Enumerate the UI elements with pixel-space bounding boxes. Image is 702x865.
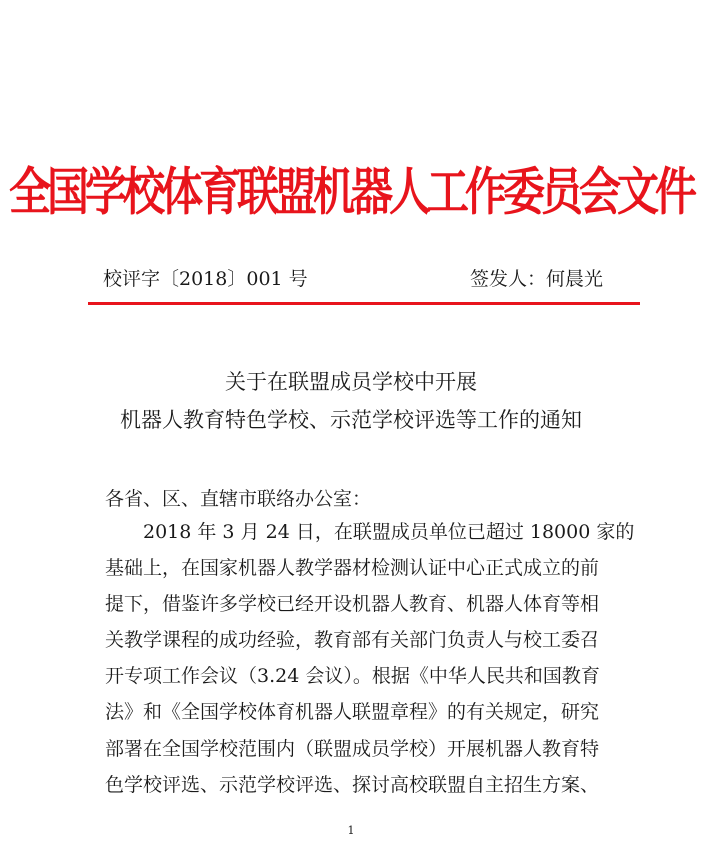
- body-paragraph: [105, 514, 635, 803]
- salutation: 各省、区、直辖市联络办公室：: [105, 488, 372, 510]
- body-line: 部署在全国学校范围内（联盟成员学校）开展机器人教育特: [105, 737, 600, 760]
- body-line: 法》和《全国学校体育机器人联盟章程》的有关规定，研究: [105, 701, 600, 724]
- document-number: 校评字〔2018〕001 号: [103, 268, 308, 290]
- body-line: 2018 年 3 月 24 日，在联盟成员单位已超过 18000 家的: [143, 521, 635, 543]
- body-line: 关教学课程的成功经验，教育部有关部门负责人与校工委召: [105, 629, 600, 652]
- red-divider-line: [88, 302, 640, 305]
- signer: 签发人：何晨光: [470, 268, 604, 290]
- notice-title-line-2: 机器人教育特色学校、示范学校评选等工作的通知: [120, 408, 582, 432]
- body-line: 提下，借鉴许多学校已经开设机器人教育、机器人体育等相: [105, 593, 600, 616]
- notice-title-line-1: 关于在联盟成员学校中开展: [225, 370, 477, 394]
- body-line: 基础上，在国家机器人教学器材检测认证中心正式成立的前: [105, 557, 600, 580]
- body-line: 开专项工作会议（3.24 会议）。根据《中华人民共和国教育: [105, 665, 600, 688]
- body-line: 色学校评选、示范学校评选、探讨高校联盟自主招生方案、: [105, 773, 600, 796]
- masthead-title: 全国学校体育联盟机器人工作委员会文件: [8, 161, 693, 222]
- page-number: 1: [347, 824, 355, 837]
